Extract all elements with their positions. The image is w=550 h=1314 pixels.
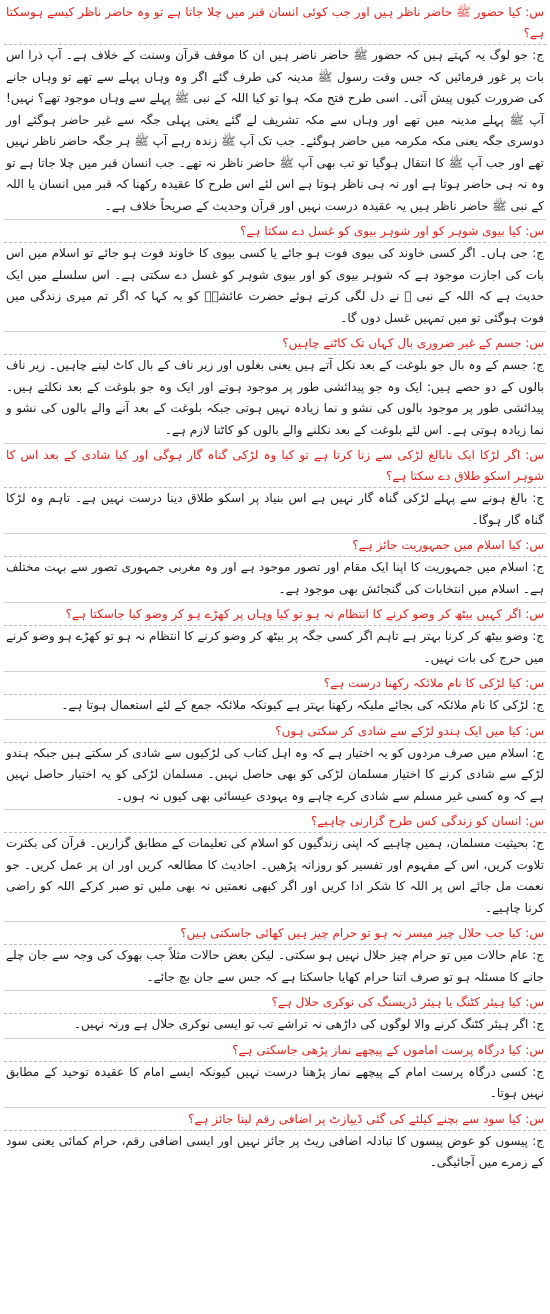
divider [4,1107,546,1108]
divider [4,671,546,672]
question: س: کیا میں ایک ہندو لڑکے سے شادی کر سکتی ہوں؟ [4,721,546,743]
divider [4,719,546,720]
question: س: جسم کے غیر ضروری بال کہاں تک کاٹنے چاہیں؟ [4,333,546,355]
answer: ج: کسی درگاہ پرست امام کے پیچھے نماز پڑھنا درست نہیں کیونکہ ایسے امام کا عقیدہ توحید کے مطابق نہیں ہوتا۔ [6,1064,544,1100]
divider [4,331,546,332]
answer: ج: جو لوگ یہ کہتے ہیں کہ حضور ﷺ حاضر ناضر ہیں ان کا موقف قرآن وسنت کے خلاف ہے۔ آپ ذرا اس بات پر غور فرمائیں کہ جس وقت رسول ﷺ مدینہ کی طرف گئے اگر وہ وہاں پہلے سے تھے تو وہاں جانے کی ضرورت کیوں پیش آئی۔ اسی طرح فتح مکہ ہوا تو کیا اللہ کے نبی ﷺ پہلے سے وہاں موجود تھے؟ نہیں! آپ ﷺ پہلے مدینہ میں تھے اور وہاں سے مکہ تشریف لے گئے یعنی پہلی جگہ سے غیر حاضر ہوگئے اور دوسری جگہ یعنی مکہ مکرمہ میں حاضر ہوگئے۔ جب تک آپ ﷺ زندہ رہے آپ ﷺ ہر جگہ حاضر ناظر نہیں تھے اور جب آپ ﷺ کا انتقال ہوگیا تو تب بھی آپ ﷺ حاضر ناظر نہ تھے۔ جب انسان قبر میں چلا جاتا ہے تو وہ نہ ہی حاضر ہوتا ہے اور نہ ہی ناظر ہوتا ہے اس لئے اس طرح کا عقیدہ رکھنا کہ قبر میں انسان یا اللہ کے نبی ﷺ حاضر ناظر ہیں یہ عقیدہ درست نہیں اور قرآن وحدیث کے صریحاً خلاف ہے۔ [6,48,544,213]
divider [4,1038,546,1039]
question: س: کیا حضور ﷺ حاضر ناظر ہیں اور جب کوئی انسان قبر میں چلا جاتا ہے تو وہ حاضر ناظر کیسے ہوسکتا ہے؟ [4,2,546,45]
question: س: اگر کہیں بیٹھ کر وضو کرنے کا انتظام نہ ہو تو کیا وہاں پر کھڑے ہو کر وضو کیا جاسکتا ہے؟ [4,604,546,626]
divider [4,602,546,603]
question: س: کیا درگاہ پرست اماموں کے پیچھے نماز پڑھی جاسکتی ہے؟ [4,1040,546,1062]
answer: ج: اسلام میں جمہوریت کا اپنا ایک مقام اور تصور موجود ہے اور وہ مغربی جمہوری تصور سے بہت مختلف ہے۔ اسلام میں انتخابات کی گنجائش بھی موجود ہے۔ [6,560,544,596]
question: س: کیا بیوی شوہر کو اور شوہر بیوی کو غسل دے سکتا ہے؟ [4,221,546,243]
question: س: انسان کو زندگی کس طرح گزارنی چاہیے؟ [4,811,546,833]
answer: ج: لڑکی کا نام ملائکہ کی بجائے ملیکہ رکھنا بہتر ہے کیونکہ ملائکہ جمع کے لئے استعمال ہوتا ہے۔ [61,698,544,712]
question: س: کیا ہیئر کٹنگ یا ہیئر ڈریسنگ کی نوکری حلال ہے؟ [4,992,546,1014]
answer: ج: جسم کے وہ بال جو بلوغت کے بعد نکل آتے ہیں یعنی بغلوں اور زیر ناف کے بال کاٹ لینے چاہیں۔ زیر ناف بالوں کے دو حصے ہیں: ایک وہ جو پیدائشی طور پر موجود ہوتے اور ایک وہ جو بلوغت کے بعد نکلتے ہیں۔ پیدائشی طور پر موجود بالوں کی نشو و نما زیادہ نہیں ہوتی جبکہ بلوغت کے بعد آنے والے بالوں کی نشو و نما زیادہ ہوتی ہے۔ اس لئے بلوغت کے بعد نکلنے والے بالوں کو کاٹنا لازم ہے۔ [6,358,544,437]
divider [4,443,546,444]
question: س: کیا سود سے بچنے کیلئے کی گئی ڈیپازٹ پر اضافی رقم لینا جائز ہے؟ [4,1109,546,1131]
answer: ج: بحیثیت مسلمان، ہمیں چاہیے کہ اپنی زندگیوں کو اسلام کی تعلیمات کے مطابق گزاریں۔ قرآن کی بکثرت تلاوت کریں، اس کے مفہوم اور تفسیر کو روزانہ پڑھیں۔ احادیث کا مطالعہ کریں اور ان پر عمل کریں۔ جو نعمت مل جائے اس پر اللہ کا شکر ادا کریں اور اگر کبھی نعمتیں نہ بھی ملیں تو صبر کرکے اللہ کو راضی کرنا چاہیے۔ [6,836,544,915]
answer: ج: اگر ہیئر کٹنگ کرنے والا لوگوں کی داڑھی نہ تراشے تب تو ایسی نوکری حلال ہے ورنہ نہیں۔ [73,1017,544,1031]
divider [4,809,546,810]
question: س: کیا لڑکی کا نام ملائکہ رکھنا درست ہے؟ [4,673,546,695]
question: س: کیا جب حلال چیز میسر نہ ہو تو حرام چیز ہیں کھائی جاسکتی ہیں؟ [4,923,546,945]
divider [4,533,546,534]
divider [4,990,546,991]
question: س: کیا اسلام میں جمہوریت جائز ہے؟ [4,535,546,557]
answer: ج: اسلام میں صرف مردوں کو یہ اختیار ہے کہ وہ اہل کتاب کی لڑکیوں سے شادی کر سکتے ہیں جبکہ ہندو لڑکے سے شادی کرنے کا اختیار مسلمان لڑکی کو بھی حاصل نہیں۔ مسلمان لڑکی کو یہ اختیار حاصل نہیں ہے کہ وہ کسی غیر مسلم سے شادی کرے چاہے وہ یہودی عیسائی بھی کیوں نہ ہوں۔ [6,745,544,803]
divider [4,219,546,220]
answer: ج: وضو بیٹھ کر کرنا بہتر ہے تاہم اگر کسی جگہ پر بیٹھ کر وضو کرنے کا انتظام نہ ہو تو کھڑے ہو وضو کرنے میں حرج کی بات نہیں۔ [6,629,544,665]
answer: ج: بالغ ہونے سے پہلے لڑکی گناہ گار نہیں ہے اس بنیاد پر اسکو طلاق دینا درست نہیں ہے۔ تاہم وہ لڑکا گناہ گار ہوگا۔ [6,491,544,527]
divider [4,921,546,922]
answer: ج: عام حالات میں تو حرام چیز حلال نہیں ہو سکتی۔ لیکن بعض حالات مثلاً جب بھوک کی وجہ سے جان چلے جانے کا مسئلہ ہو تو صرف اتنا حرام کھایا جاسکتا ہے کہ جس سے جان بچ جائے۔ [6,948,544,984]
answer: ج: جی ہاں۔ اگر کسی خاوند کی بیوی فوت ہو جائے یا کسی بیوی کا خاوند فوت ہو جائے تو اسلام میں اس بات کی اجازت موجود ہے کہ شوہر بیوی کو اور بیوی شوہر کو غسل دے سکتی ہے۔ اس سلسلے میں ایک حدیث ہے کہ اللہ کے نبی ﷺ نے دل لگی کرتے ہوئے حضرت عائشہؓ کو یہ کہا کہ اگر تم میری زندگی میں فوت ہوگئی تو میں تمہیں غسل دوں گا۔ [6,246,544,325]
question: س: اگر لڑکا ایک نابالغ لڑکی سے زنا کرتا ہے تو کیا وہ لڑکی گناہ گار ہوگی اور کیا شادی کے بعد اس کا شوہر اسکو طلاق دے سکتا ہے؟ [4,445,546,488]
answer: ج: پیسوں کو عوض پیسوں کا تبادلہ اضافی ریٹ پر جائز نہیں اور ایسی اضافی رقم، حرام کمائی یعنی سود کے زمرے میں آجائیگی۔ [6,1133,544,1169]
